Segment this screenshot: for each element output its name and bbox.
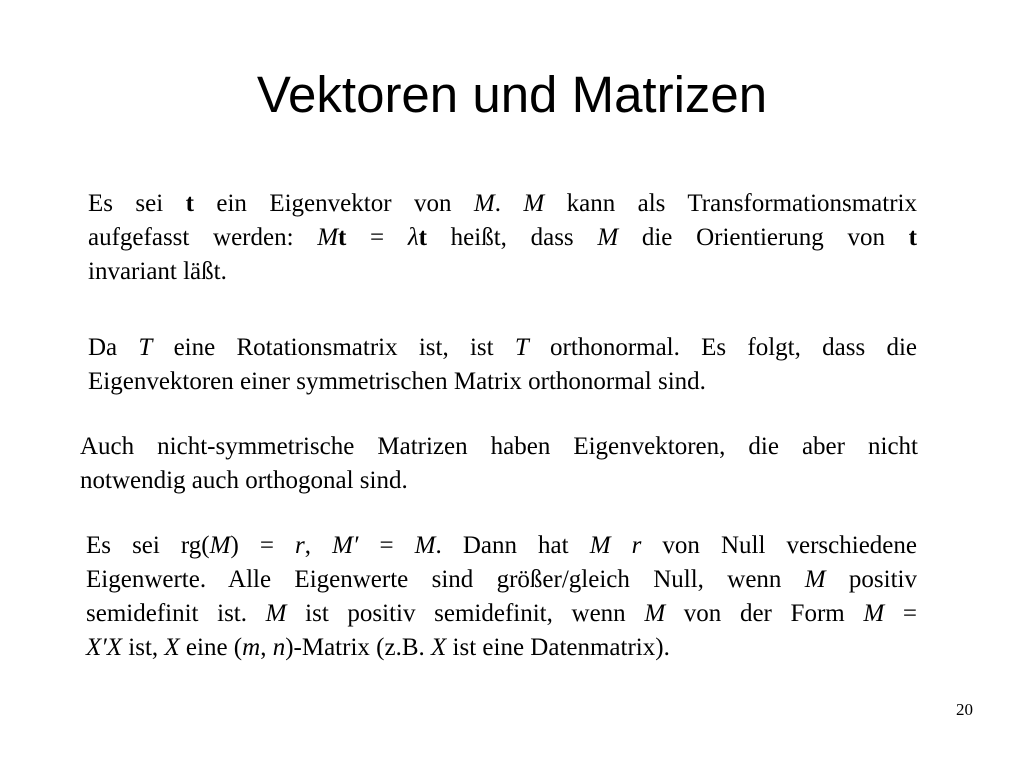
paragraph-eigenvector	[88, 187, 917, 289]
text-line: notwendig auch orthogonal sind.	[80, 467, 408, 494]
math-symbol: M	[209, 532, 231, 559]
text-line: aufgefasst werden: Mt = λt heißt, dass M die Orientierung von t	[88, 224, 917, 251]
math-symbol: M	[644, 600, 666, 627]
math-symbol: M	[804, 566, 826, 593]
slide-title: Vektoren und Matrizen	[256, 66, 768, 123]
paragraph-rotation-matrix	[88, 331, 917, 399]
text-line: Eigenwerte. Alle Eigenwerte sind größer/gleich Null, wenn M positiv	[86, 566, 917, 593]
text-line: Es sei rg(M) = r, M′ = M. Dann hat M r von Null verschiedene	[86, 532, 917, 559]
math-symbol: T	[514, 334, 529, 361]
math-vector: t	[908, 224, 917, 251]
math-symbol: M	[597, 224, 619, 251]
paragraph-non-symmetric	[80, 430, 918, 498]
math-vector: t	[185, 190, 194, 217]
text-line: Da T eine Rotationsmatrix ist, ist T orthonormal. Es folgt, dass die	[88, 334, 917, 361]
text-line: X′X ist, X eine (m, n)-Matrix (z.B. X ist eine Datenmatrix).	[86, 634, 670, 661]
math-symbol: M	[414, 532, 436, 559]
math-symbol: M	[473, 190, 495, 217]
paragraph-rank-definiteness	[86, 529, 917, 665]
text-line: invariant läßt.	[88, 258, 227, 285]
math-symbol: λ	[407, 224, 419, 251]
math-symbol: M	[863, 600, 885, 627]
math-symbol: M	[523, 190, 545, 217]
math-symbol: X	[164, 634, 180, 661]
math-vector: t	[338, 224, 347, 251]
math-symbol: M	[317, 224, 339, 251]
math-symbol: M′	[332, 532, 359, 559]
math-symbol: X	[431, 634, 447, 661]
text-line: Eigenvektoren einer symmetrischen Matrix orthonormal sind.	[88, 368, 706, 395]
math-symbol: n	[272, 634, 286, 661]
page-number: 20	[956, 700, 973, 719]
math-symbol: T	[138, 334, 153, 361]
text-line: Es sei t ein Eigenvektor von M. M kann als Transformationsmatrix	[88, 190, 917, 217]
math-symbol: M	[589, 532, 611, 559]
math-symbol: M	[265, 600, 287, 627]
math-symbol: m	[242, 634, 261, 661]
text-line: semidefinit ist. M ist positiv semidefinit, wenn M von der Form M =	[86, 600, 917, 627]
text-line: Auch nicht-symmetrische Matrizen haben Eigenvektoren, die aber nicht	[80, 433, 918, 460]
math-symbol: r	[631, 532, 642, 559]
math-vector: t	[418, 224, 427, 251]
math-symbol: X′X	[86, 634, 123, 661]
math-symbol: r	[295, 532, 305, 559]
